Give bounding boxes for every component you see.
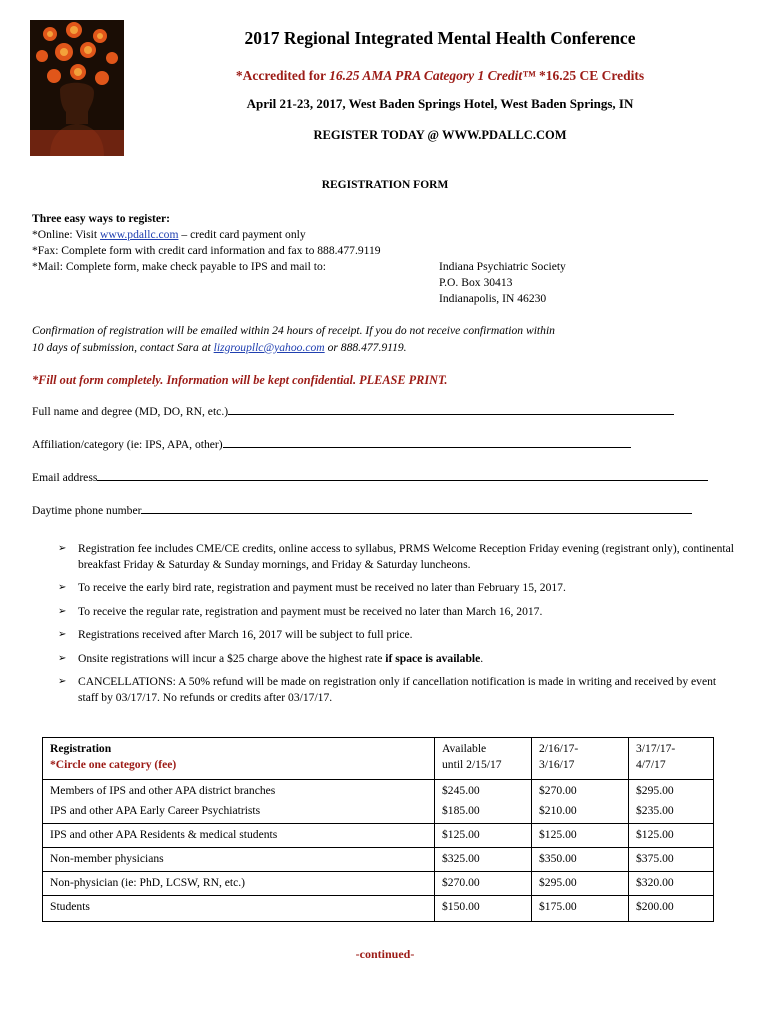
email-field[interactable] [32, 470, 708, 484]
info-bullets [58, 541, 738, 713]
bullet-text-end: . [480, 651, 484, 665]
fee-value: $235.00 [636, 804, 674, 817]
online-suffix: – credit card payment only [178, 228, 306, 241]
bullet-bold-text: if space is available [385, 651, 481, 665]
table-row[interactable] [43, 848, 714, 872]
header-text: 3/16/17 [539, 758, 575, 771]
ama-credit-text: 16.25 AMA PRA Category 1 Credit™ [329, 68, 536, 83]
list-item [58, 651, 738, 667]
dates-location: April 21-23, 2017, West Baden Springs Hotel, West Baden Springs, IN [246, 96, 634, 111]
category-cell[interactable]: Students [43, 896, 435, 922]
bullet-text: To receive the regular rate, registration and payment must be received no later than March 16, 2017. [78, 604, 543, 618]
arrow-bullet-icon: ➢ [58, 676, 67, 687]
bullet-text: To receive the early bird rate, registration and payment must be received no later than February 15, 2017. [78, 581, 566, 594]
category-cell[interactable]: IPS and other APA Residents & medical students [43, 824, 435, 848]
fax-option: *Fax: Complete form with credit card information and fax to 888.477.9119 [32, 244, 381, 257]
full-name-field[interactable] [32, 404, 674, 418]
category-header-title: Registration [50, 742, 112, 755]
ways-heading: Three easy ways to register: [32, 212, 171, 225]
table-row[interactable] [43, 824, 714, 848]
bullet-text: Registration fee includes CME/CE credits, online access to syllabus, PRMS Welcome Reception Friday evening (registrant only), continental breakfast Friday & Saturday & Sunday mornings, and Friday & Saturday luncheons. [78, 542, 735, 571]
bullet-text: Registrations received after March 16, 2017 will be subject to full price. [78, 628, 413, 641]
bullet-text: CANCELLATIONS: A 50% refund will be made on registration only if cancellation notification is made in writing and received by event staff by 03/17/17. No refunds or credits after 03/17/17. [78, 675, 717, 704]
category-header [43, 738, 435, 780]
affiliation-label: Affiliation/category (ie: IPS, APA, other) [32, 438, 223, 451]
mail-address-line: Indiana Psychiatric Society [439, 260, 566, 273]
confirmation-suffix: or 888.477.9119. [324, 341, 407, 354]
email-label: Email address [32, 471, 98, 484]
header-text: 3/17/17- [636, 742, 676, 755]
email-input-line[interactable] [97, 470, 708, 481]
fee-value: $295.00 [636, 784, 674, 797]
regular-header [532, 738, 629, 780]
list-item [58, 674, 738, 705]
phone-label: Daytime phone number [32, 504, 142, 517]
fee-cell[interactable]: $320.00 [629, 872, 714, 896]
fee-cell[interactable] [435, 780, 532, 824]
fee-value: $270.00 [539, 784, 577, 797]
category-cell[interactable]: Non-physician (ie: PhD, LCSW, RN, etc.) [43, 872, 435, 896]
ce-credit-text: *16.25 CE Credits [535, 68, 645, 83]
fee-cell[interactable]: $350.00 [532, 848, 629, 872]
conference-logo [30, 20, 124, 156]
register-url[interactable]: REGISTER TODAY @ WWW.PDALLC.COM [313, 128, 567, 142]
contact-email-link[interactable]: lizgroupllc@yahoo.com [213, 341, 325, 354]
fee-cell[interactable]: $295.00 [532, 872, 629, 896]
category-cell[interactable]: Non-member physicians [43, 848, 435, 872]
phone-input-line[interactable] [141, 503, 692, 514]
arrow-bullet-icon: ➢ [58, 605, 67, 617]
mail-address-line: P.O. Box 30413 [439, 276, 513, 289]
list-item [58, 541, 738, 572]
confirmation-line-1: Confirmation of registration will be emailed within 24 hours of receipt. If you do not receive confirmation within [32, 324, 555, 337]
affiliation-input-line[interactable] [223, 437, 631, 448]
fee-cell[interactable]: $175.00 [532, 896, 629, 922]
fee-table [42, 737, 714, 922]
full-name-label: Full name and degree (MD, DO, RN, etc.) [32, 405, 229, 418]
list-item [58, 627, 738, 643]
fee-cell[interactable]: $125.00 [435, 824, 532, 848]
arrow-bullet-icon: ➢ [58, 629, 67, 640]
category-header-sub: *Circle one category (fee) [50, 758, 177, 771]
pdallc-link[interactable]: www.pdallc.com [100, 228, 179, 241]
arrow-bullet-icon: ➢ [58, 582, 67, 593]
fee-cell[interactable]: $325.00 [435, 848, 532, 872]
fee-cell[interactable]: $125.00 [532, 824, 629, 848]
form-title: REGISTRATION FORM [321, 179, 449, 191]
phone-field[interactable] [32, 503, 692, 517]
fee-cell[interactable] [629, 780, 714, 824]
online-option [32, 227, 306, 243]
header-text: 2/16/17- [539, 742, 579, 755]
fee-cell[interactable]: $150.00 [435, 896, 532, 922]
accreditation-prefix: *Accredited for [235, 68, 330, 83]
list-item [58, 580, 738, 596]
fee-cell[interactable]: $375.00 [629, 848, 714, 872]
arrow-bullet-icon: ➢ [58, 652, 67, 664]
continued-label: -continued- [355, 947, 415, 961]
late-header [629, 738, 714, 780]
category-cell[interactable] [43, 780, 435, 824]
header-text: Available [442, 742, 487, 755]
fee-value: $245.00 [442, 784, 480, 797]
accreditation-line [130, 68, 750, 84]
full-name-input-line[interactable] [228, 404, 674, 415]
conference-title: 2017 Regional Integrated Mental Health Conference [244, 28, 636, 48]
fee-cell[interactable]: $200.00 [629, 896, 714, 922]
fee-cell[interactable]: $270.00 [435, 872, 532, 896]
header-text: until 2/15/17 [442, 758, 502, 771]
table-row[interactable] [43, 872, 714, 896]
online-prefix: *Online: Visit [32, 228, 101, 241]
fee-value: $210.00 [539, 804, 577, 817]
confirmation-line-2 [32, 340, 407, 356]
table-row[interactable] [43, 780, 714, 824]
mail-address-line: Indianapolis, IN 46230 [439, 292, 547, 305]
fee-cell[interactable]: $125.00 [629, 824, 714, 848]
fee-cell[interactable] [532, 780, 629, 824]
category-label: Members of IPS and other APA district branches [50, 784, 276, 797]
bullet-text: Onsite registrations will incur a $25 charge above the highest rate [78, 651, 386, 665]
header-text: 4/7/17 [636, 758, 666, 771]
category-label: IPS and other APA Early Career Psychiatrists [50, 804, 261, 817]
mail-option: *Mail: Complete form, make check payable to IPS and mail to: [32, 260, 326, 273]
arrow-bullet-icon: ➢ [58, 543, 67, 554]
confirmation-prefix: 10 days of submission, contact Sara at [32, 341, 214, 354]
early-bird-header [435, 738, 532, 780]
list-item [58, 604, 738, 620]
fee-value: $185.00 [442, 804, 480, 817]
affiliation-field[interactable] [32, 437, 631, 451]
fill-notice: *Fill out form completely. Information will be kept confidential. PLEASE PRINT. [32, 373, 448, 387]
table-row[interactable] [43, 896, 714, 922]
table-header-row [43, 738, 714, 780]
